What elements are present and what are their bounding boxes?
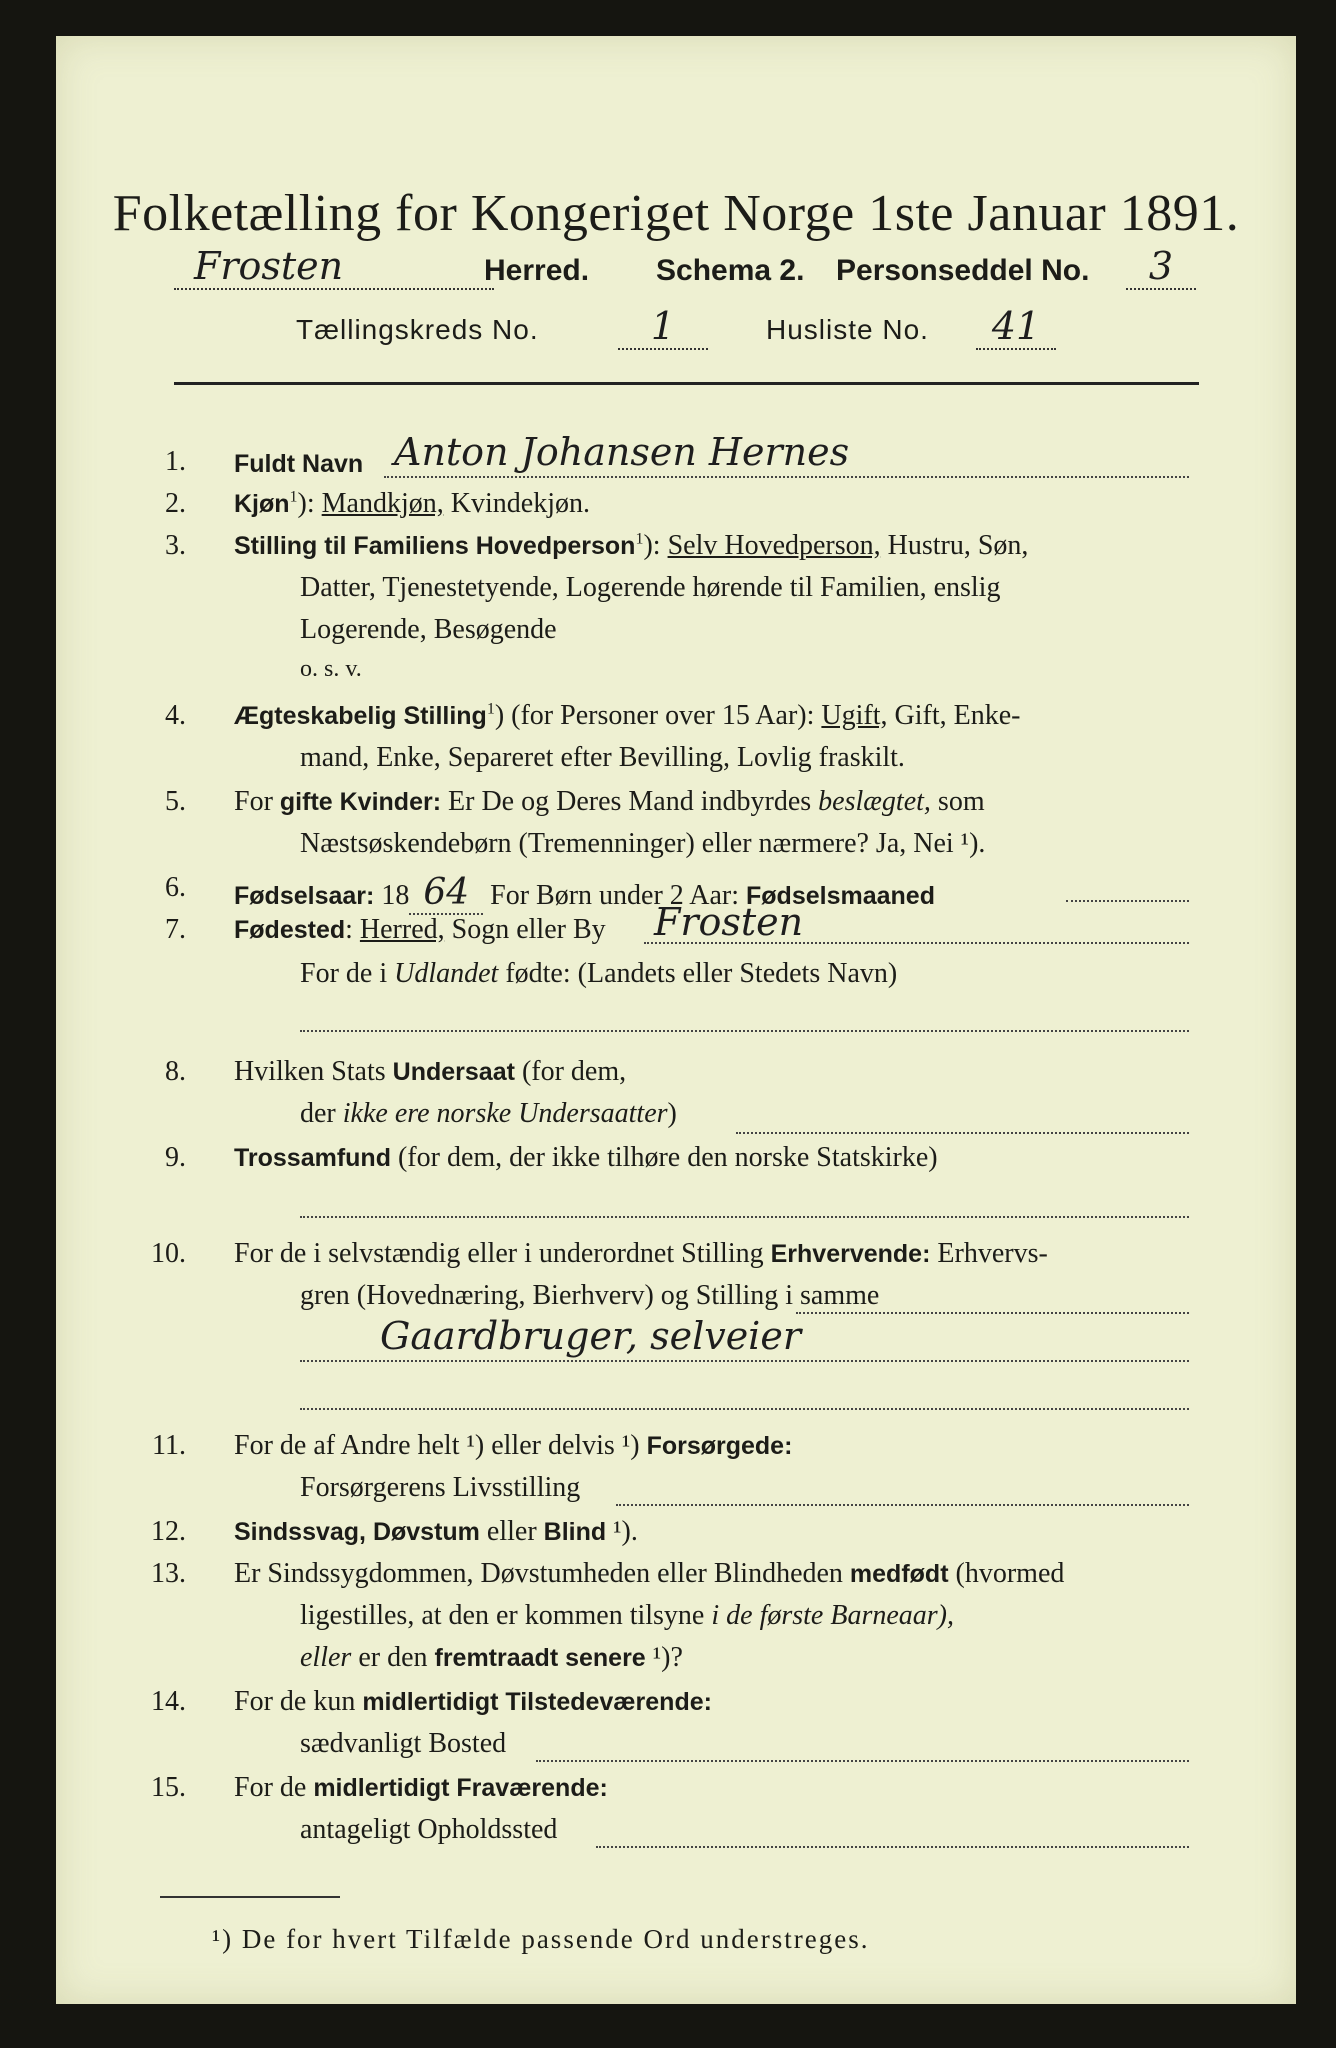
- q11-text: For de af Andre helt ¹) eller delvis ¹) Forsørgede:: [234, 1430, 793, 1461]
- header-rule: [174, 382, 1199, 385]
- q7-foreign-line: [300, 994, 1189, 1032]
- husliste-value: 41: [976, 304, 1056, 350]
- q4-line2: mand, Enke, Separeret efter Bevilling, Lovlig fraskilt.: [300, 742, 905, 773]
- kreds-value: 1: [618, 304, 708, 350]
- q3-line4: o. s. v.: [300, 656, 362, 682]
- q2-text: Kjøn$^1$): Mandkjøn, Kvindekjøn.: [234, 488, 590, 519]
- item-number: 13.: [151, 1558, 186, 1589]
- q13-line2: ligestilles, at den er kommen tilsyne i de første Barneaar),: [300, 1600, 954, 1631]
- item-number: 11.: [152, 1430, 186, 1461]
- q10-line2-dots: [796, 1280, 1189, 1314]
- personseddel-value: 3: [1126, 244, 1196, 290]
- item-number: 1.: [165, 446, 186, 477]
- q3-text: Stilling til Familiens Hovedperson$^1$): Selv Hovedperson, Hustru, Søn,: [234, 530, 1029, 561]
- q6-text: Fødselsaar: 18 64 For Børn under 2 Aar: Fødselsmaaned: [234, 872, 935, 913]
- item-number: 7.: [165, 914, 186, 945]
- personseddel-label: Personseddel No.: [836, 254, 1090, 287]
- q14-text: For de kun midlertidigt Tilstedeværende:: [234, 1686, 712, 1717]
- herred-line: [174, 244, 1199, 294]
- q3-line3: Logerende, Besøgende: [300, 614, 557, 645]
- item-number: 12.: [151, 1516, 186, 1547]
- q8-line2: der ikke ere norske Undersaatter): [300, 1098, 677, 1129]
- herred-value: Frosten: [174, 244, 494, 290]
- q15-answer-line: [596, 1814, 1189, 1848]
- q6-month-line: [1066, 870, 1189, 902]
- item-number: 2.: [165, 488, 186, 519]
- q15-line2: antageligt Opholdssted: [300, 1814, 558, 1845]
- kreds-label: Tællingskreds No.: [296, 314, 539, 345]
- q10-extra-line: [300, 1374, 1189, 1410]
- q8-text: Hvilken Stats Undersaat (for dem,: [234, 1056, 627, 1087]
- q10-value: Gaardbruger, selveier: [380, 1314, 801, 1358]
- q10-answer-line: [300, 1314, 1189, 1362]
- q9-answer-line: [300, 1180, 1189, 1218]
- q7-value: Frosten: [654, 900, 804, 944]
- item-number: 15.: [151, 1772, 186, 1803]
- q11-line2: Forsørgerens Livsstilling: [300, 1472, 581, 1503]
- q7-line2: For de i Udlandet fødte: (Landets eller Stedets Navn): [300, 958, 898, 989]
- q13-text: Er Sindssygdommen, Døvstumheden eller Blindheden medfødt (hvormed: [234, 1558, 1065, 1589]
- q1-answer-line: [384, 430, 1189, 478]
- q1-value: Anton Johansen Hernes: [394, 430, 850, 474]
- item-number: 5.: [165, 786, 186, 817]
- q11-answer-line: [616, 1472, 1189, 1506]
- schema-label: Schema 2.: [656, 254, 805, 287]
- q12-text: Sindssvag, Døvstum eller Blind ¹).: [234, 1516, 638, 1547]
- q7-text: Fødested: Herred, Sogn eller By: [234, 914, 606, 945]
- q1-label: Fuldt Navn: [234, 450, 364, 478]
- footnote: ¹) De for hvert Tilfælde passende Ord understreges.: [212, 1924, 870, 1954]
- item-number: 14.: [151, 1686, 186, 1717]
- item-number: 9.: [165, 1142, 186, 1173]
- census-form: [56, 36, 1296, 2004]
- q13-line3: eller er den fremtraadt senere ¹)?: [300, 1642, 683, 1673]
- q4-text: Ægteskabelig Stilling$^1$) (for Personer over 15 Aar): Ugift, Gift, Enke-: [234, 700, 1021, 731]
- q14-line2: sædvanligt Bosted: [300, 1728, 507, 1759]
- item-number: 3.: [165, 530, 186, 561]
- item-number: 4.: [165, 700, 186, 731]
- q15-text: For de midlertidigt Fraværende:: [234, 1772, 608, 1803]
- q10-text: For de i selvstændig eller i underordnet Stilling Erhvervende: Erhvervs-: [234, 1238, 1048, 1269]
- item-number: 10.: [151, 1238, 186, 1269]
- husliste-label: Husliste No.: [766, 314, 929, 345]
- q3-line2: Datter, Tjenestetyende, Logerende hørende til Familien, enslig: [300, 572, 1001, 603]
- q8-answer-line: [736, 1098, 1189, 1134]
- item-number: 6.: [165, 872, 186, 903]
- q5-text: For gifte Kvinder: Er De og Deres Mand indbyrdes beslægtet, som: [234, 786, 985, 817]
- q10-line2: gren (Hovednæring, Bierhverv) og Stilling i samme: [300, 1280, 880, 1311]
- form-title: Folketælling for Kongeriget Norge 1ste Januar 1891.: [112, 185, 1240, 242]
- q7-answer-line: [644, 900, 1189, 944]
- q14-answer-line: [536, 1728, 1189, 1762]
- kreds-line: [296, 304, 1146, 354]
- footnote-rule: [160, 1896, 340, 1898]
- q9-text: Trossamfund (for dem, der ikke tilhøre den norske Statskirke): [234, 1142, 938, 1173]
- herred-label: Herred.: [484, 254, 590, 287]
- q6-value: 64: [409, 872, 483, 915]
- item-number: 8.: [165, 1056, 186, 1087]
- q5-line2: Næstsøskendebørn (Tremenninger) eller nærmere? Ja, Nei ¹).: [300, 828, 986, 859]
